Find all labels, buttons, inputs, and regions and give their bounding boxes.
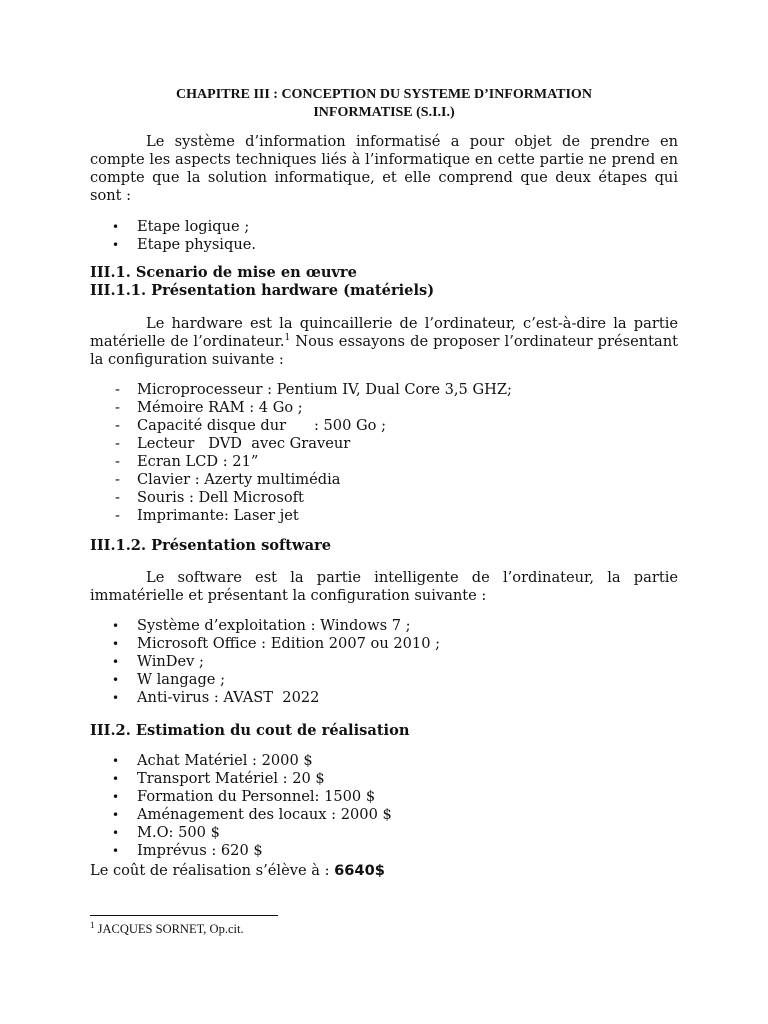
list-item: • W langage ;: [90, 671, 678, 689]
list-item: - Ecran LCD : 21”: [90, 453, 678, 471]
list-item: • Etape physique.: [90, 236, 678, 254]
list-item: - Lecteur DVD avec Graveur: [90, 435, 678, 453]
hardware-list: [90, 381, 678, 525]
list-item: • Formation du Personnel: 1500 $: [90, 788, 678, 806]
chapter-title: [90, 86, 678, 122]
list-item: • M.O: 500 $: [90, 824, 678, 842]
hardware-intro-text: Le hardware est la quincaillerie de l’ordinateur, c’est-à-dire la partie matérielle de l’ordinateur.: [90, 315, 678, 350]
list-item: - Mémoire RAM : 4 Go ;: [90, 399, 678, 417]
footnote-number: 1: [90, 919, 95, 930]
chapter-title-line-1: CHAPITRE III : CONCEPTION DU SYSTEME D’INFORMATION: [176, 87, 592, 102]
list-item: - Microprocesseur : Pentium IV, Dual Core 3,5 GHZ;: [90, 381, 678, 399]
list-item: • Aménagement des locaux : 2000 $: [90, 806, 678, 824]
section-heading-1-1: III.1.1. Présentation hardware (matériels): [90, 282, 435, 299]
hardware-intro-paragraph: [90, 315, 678, 369]
list-item: • Transport Matériel : 20 $: [90, 770, 678, 788]
total-cost-value: 6640$: [334, 862, 385, 879]
footnote-reference: 1: [284, 333, 291, 344]
list-item: - Souris : Dell Microsoft: [90, 489, 678, 507]
list-item: - Imprimante: Laser jet: [90, 507, 678, 525]
list-item: • Imprévus : 620 $: [90, 842, 678, 860]
total-cost-line: [90, 862, 385, 880]
section-heading-1-2: III.1.2. Présentation software: [90, 537, 332, 554]
list-item: • Etape logique ;: [90, 218, 678, 236]
footnote: [90, 919, 244, 937]
section-heading-1: III.1. Scenario de mise en œuvre: [90, 264, 357, 281]
list-item: • Achat Matériel : 2000 $: [90, 752, 678, 770]
total-cost-label: Le coût de réalisation s’élève à :: [90, 862, 335, 879]
chapter-title-line-2: INFORMATISE (S.I.I.): [313, 105, 455, 120]
list-item: - Capacité disque dur : 500 Go ;: [90, 417, 678, 435]
list-item: • Anti-virus : AVAST 2022: [90, 689, 678, 707]
intro-paragraph: Le système d’information informatisé a pour objet de prendre en compte les aspects techniques liés à l’informatique en cette partie ne prend en compte que la solution informatique, et elle comprend que deux étapes qui sont :: [90, 133, 678, 204]
section-heading-2: III.2. Estimation du cout de réalisation: [90, 722, 410, 739]
steps-list: [90, 218, 678, 254]
footnote-separator: [90, 915, 278, 916]
hardware-intro-text-continued: Nous essayons de proposer l’ordinateur présentant la configuration suivante :: [90, 333, 678, 368]
cost-list: [90, 752, 678, 860]
list-item: - Clavier : Azerty multimédia: [90, 471, 678, 489]
software-intro-paragraph: Le software est la partie intelligente de l’ordinateur, la partie immatérielle et présentant la configuration suivante :: [90, 569, 678, 604]
software-list: [90, 617, 678, 707]
list-item: • Système d’exploitation : Windows 7 ;: [90, 617, 678, 635]
footnote-text: JACQUES SORNET, Op.cit.: [94, 922, 244, 936]
list-item: • Microsoft Office : Edition 2007 ou 2010 ;: [90, 635, 678, 653]
list-item: • WinDev ;: [90, 653, 678, 671]
